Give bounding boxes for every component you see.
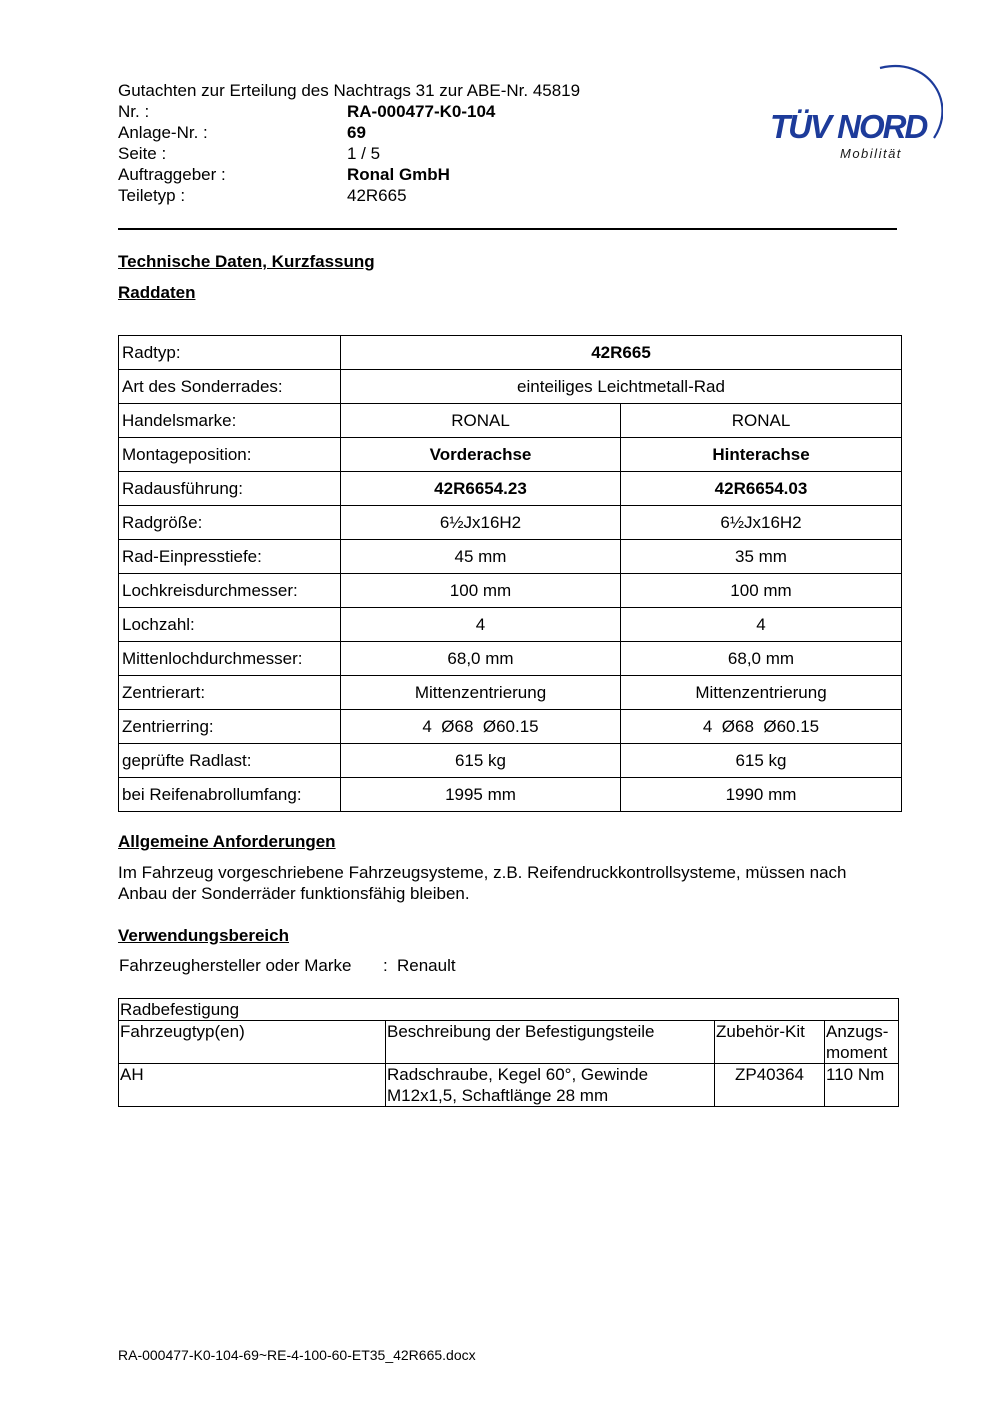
row-value-rear: 42R6654.03 [621,472,902,506]
table-row [119,506,902,540]
row-label: Lochzahl: [119,608,341,642]
header-label: Teiletyp : [118,186,186,205]
table-row [119,642,902,676]
row-label: geprüfte Radlast: [119,744,341,778]
header-row-teiletyp [118,185,580,206]
cell-anzugsmoment: 110 Nm [825,1064,899,1107]
table-row [119,540,902,574]
header-row-auftraggeber [118,164,580,185]
logo-sub-text: Mobilität [840,146,902,161]
row-value-front: 42R6654.23 [341,472,621,506]
document-title: Gutachten zur Erteilung des Nachtrags 31 zur ABE-Nr. 45819 [118,81,581,100]
row-value-front: 615 kg [341,744,621,778]
row-value-rear: Mittenzentrierung [621,676,902,710]
header-divider [118,228,897,230]
row-value-rear: 4 [621,608,902,642]
document-header [118,80,580,206]
row-value-front: Mittenzentrierung [341,676,621,710]
table-row [119,744,902,778]
row-value-rear: Hinterachse [621,438,902,472]
row-label: Handelsmarke: [119,404,341,438]
allgemein-paragraph: Im Fahrzeug vorgeschriebene Fahrzeugsysteme, z.B. Reifendruckkontrollsysteme, müssen nach Anbau der Sonderräder funktionsfähig bleiben. [118,863,847,903]
header-value: Ronal GmbH [347,165,450,184]
row-label: Montageposition: [119,438,341,472]
column-header: Beschreibung der Befestigungsteile [386,1021,715,1064]
cell-zubehoer-kit: ZP40364 [715,1064,825,1107]
header-label: Seite : [118,144,167,163]
row-value-front: RONAL [341,404,621,438]
row-label: Zentrierring: [119,710,341,744]
header-value: 1 / 5 [347,144,381,163]
row-label: Lochkreisdurchmesser: [119,574,341,608]
usage-label: Fahrzeughersteller oder Marke [119,956,352,975]
row-label: Radtyp: [119,336,341,370]
section-heading-allgemein: Allgemeine Anforderungen [118,832,336,851]
cell-fahrzeugtyp: AH [119,1064,386,1107]
header-label: Anlage-Nr. : [118,123,208,142]
row-value-front: 6½Jx16H2 [341,506,621,540]
table-header-row [119,1021,899,1064]
row-value-rear: 4 Ø68 Ø60.15 [621,710,902,744]
row-label: Zentrierart: [119,676,341,710]
row-value-rear: 6½Jx16H2 [621,506,902,540]
table-row [119,710,902,744]
row-value-rear: RONAL [621,404,902,438]
cell-beschreibung: Radschraube, Kegel 60°, Gewinde M12x1,5, Schaftlänge 28 mm [386,1064,715,1107]
table-title: Radbefestigung [119,999,899,1021]
usage-line [119,956,456,976]
column-header: Fahrzeugtyp(en) [119,1021,386,1064]
header-row-seite [118,143,580,164]
table-row [119,574,902,608]
table-row [119,438,902,472]
logo-brand-text: TÜV NORD [770,108,927,145]
header-value: 42R665 [347,186,407,205]
table-row [119,404,902,438]
table-row [119,370,902,404]
row-label: Art des Sonderrades: [119,370,341,404]
row-value-rear: 1990 mm [621,778,902,812]
row-value-front: 45 mm [341,540,621,574]
usage-value: Renault [397,956,456,975]
row-value-front: 100 mm [341,574,621,608]
row-value-front: 68,0 mm [341,642,621,676]
row-value-front: Vorderachse [341,438,621,472]
row-label: Radgröße: [119,506,341,540]
row-value-rear: 100 mm [621,574,902,608]
row-label: Rad-Einpresstiefe: [119,540,341,574]
table-row [119,336,902,370]
row-value: 42R665 [341,336,902,370]
row-value-front: 4 [341,608,621,642]
row-label: Mittenlochdurchmesser: [119,642,341,676]
befestigung-table [118,998,899,1107]
row-value-rear: 68,0 mm [621,642,902,676]
header-value: 69 [347,123,366,142]
section-heading-tech: Technische Daten, Kurzfassung [118,252,375,271]
section-heading-verwendung: Verwendungsbereich [118,926,289,945]
table-title-row [119,999,899,1021]
footer-filename: RA-000477-K0-104-69~RE-4-100-60-ET35_42R665.docx [118,1347,476,1363]
row-value: einteiliges Leichtmetall-Rad [341,370,902,404]
row-label: bei Reifenabrollumfang: [119,778,341,812]
column-header: Zubehör-Kit [715,1021,825,1064]
column-header: Anzugs-moment [825,1021,899,1064]
table-row [119,676,902,710]
row-label: Radausführung: [119,472,341,506]
usage-separator: : [383,956,388,975]
header-value: RA-000477-K0-104 [347,102,496,121]
table-row [119,608,902,642]
header-row-nr [118,101,580,122]
header-label: Nr. : [118,102,150,121]
section-heading-raddaten: Raddaten [118,283,196,302]
table-row [119,1064,899,1107]
table-row [119,472,902,506]
header-row-anlage [118,122,580,143]
row-value-rear: 615 kg [621,744,902,778]
table-row [119,778,902,812]
raddaten-table [118,335,902,812]
row-value-front: 4 Ø68 Ø60.15 [341,710,621,744]
row-value-front: 1995 mm [341,778,621,812]
tuv-nord-logo [768,62,943,167]
row-value-rear: 35 mm [621,540,902,574]
header-label: Auftraggeber : [118,165,226,184]
